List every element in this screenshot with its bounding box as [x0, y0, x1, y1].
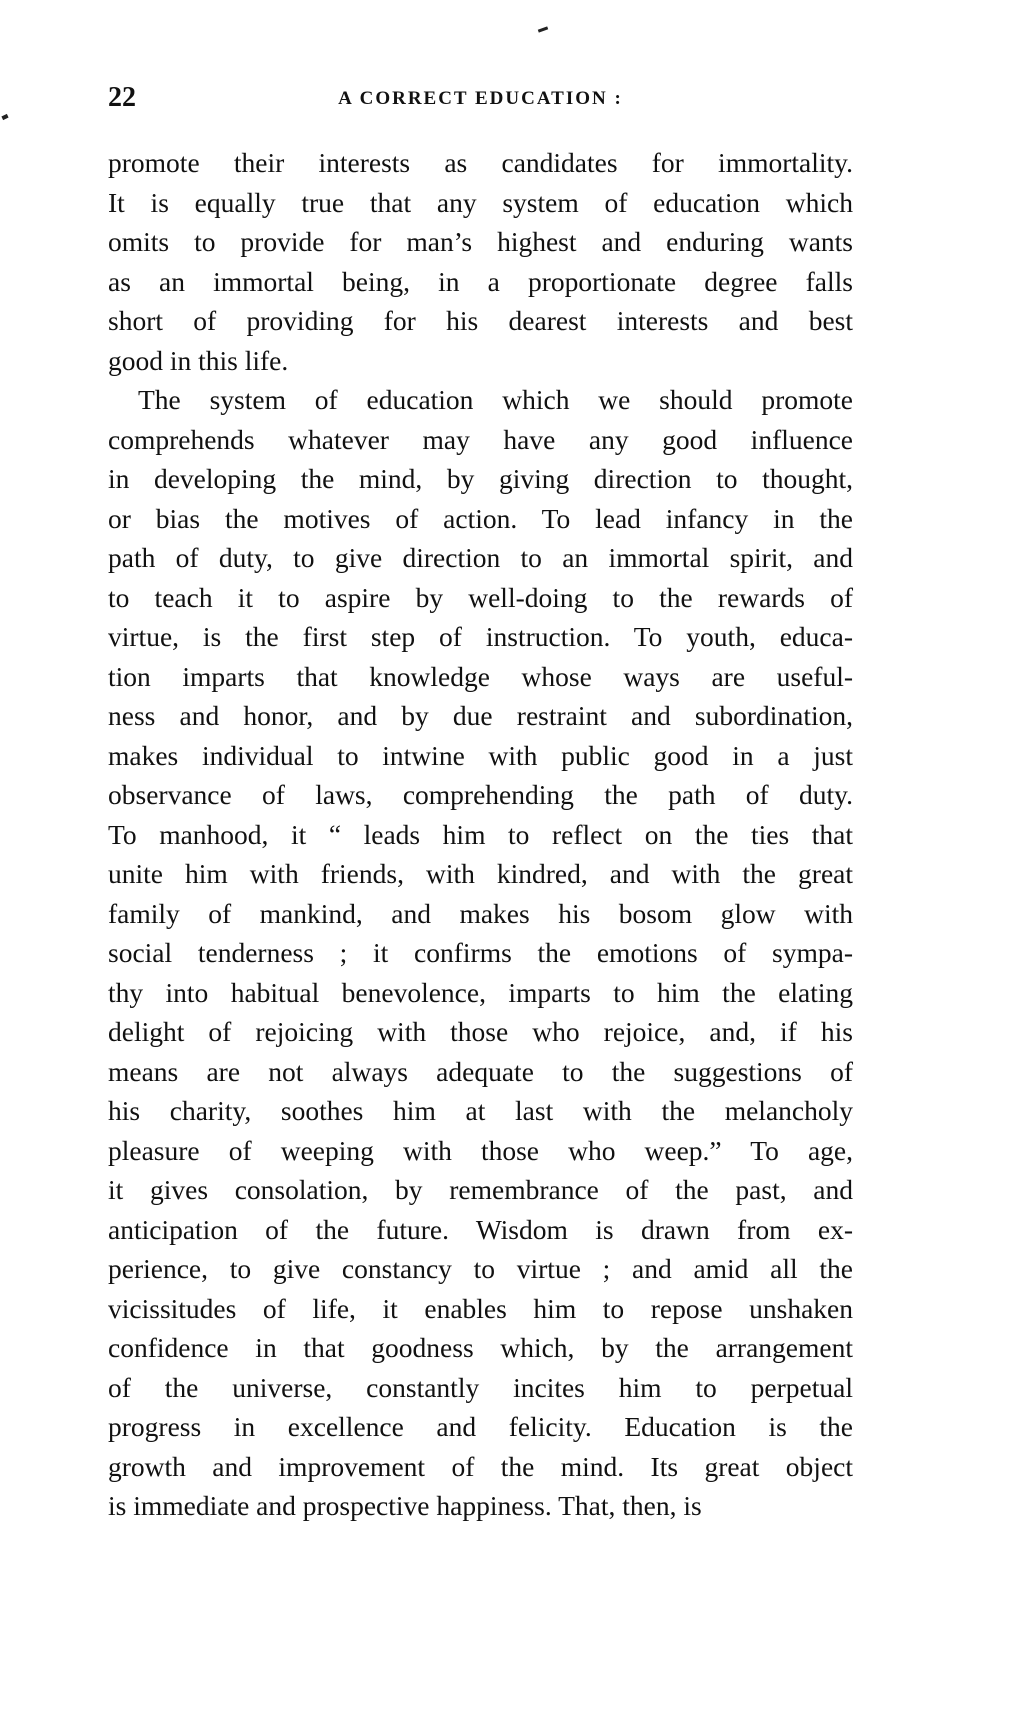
text-line: social tenderness ; it confirms the emotions of sympa-: [108, 937, 853, 968]
text-line: tion imparts that knowledge whose ways are useful-: [108, 660, 853, 692]
text-line: thy into habitual benevolence, imparts to him the elating: [108, 976, 853, 1008]
text-line: delight of rejoicing with those who rejoice, and, if his: [108, 1016, 853, 1047]
text-line: ness and honor, and by due restraint and subordination,: [108, 700, 853, 731]
text-line: observance of laws, comprehending the path of duty.: [108, 779, 853, 810]
text-line: It is equally true that any system of education which: [108, 186, 853, 218]
ink-speck: [538, 26, 548, 32]
text-line: path of duty, to give direction to an immortal spirit, and: [108, 542, 853, 573]
text-line: promote their interests as candidates for immortality.: [108, 147, 853, 178]
text-line: good in this life.: [108, 344, 289, 376]
text-line: as an immortal being, in a proportionate degree falls: [108, 265, 853, 297]
text-line: comprehends whatever may have any good influence: [108, 423, 853, 455]
text-line: makes individual to intwine with public good in a just: [108, 739, 853, 771]
page-header: [108, 82, 853, 122]
text-line: short of providing for his dearest interests and best: [108, 305, 853, 336]
text-line: virtue, is the first step of instruction. To youth, educa-: [108, 621, 853, 652]
paragraph: [108, 380, 853, 1526]
text-line: The system of education which we should promote: [138, 384, 853, 415]
text-line: pleasure of weeping with those who weep.” To age,: [108, 1134, 853, 1166]
text-line: perience, to give constancy to virtue ; and amid all the: [108, 1253, 853, 1284]
page-number: 22: [108, 82, 136, 113]
text-line: To manhood, it “ leads him to reflect on the ties that: [108, 818, 853, 850]
text-line: his charity, soothes him at last with the melancholy: [108, 1095, 853, 1126]
paragraph: [108, 143, 853, 380]
ink-speck: [1, 114, 8, 120]
text-line: growth and improvement of the mind. Its great object: [108, 1450, 853, 1482]
text-line: to teach it to aspire by well-doing to the rewards of: [108, 581, 853, 613]
text-line: or bias the motives of action. To lead infancy in the: [108, 502, 853, 534]
text-line: vicissitudes of life, it enables him to repose unshaken: [108, 1292, 853, 1324]
text-line: confidence in that goodness which, by the arrangement: [108, 1332, 853, 1363]
running-head: A CORRECT EDUCATION :: [338, 88, 623, 109]
body-text: [108, 143, 853, 1526]
text-line: of the universe, constantly incites him to perpetual: [108, 1371, 853, 1403]
text-line: family of mankind, and makes his bosom glow with: [108, 897, 853, 929]
text-line: it gives consolation, by remembrance of the past, and: [108, 1174, 853, 1205]
text-line: means are not always adequate to the suggestions of: [108, 1055, 853, 1087]
text-line: is immediate and prospective happiness. That, then, is: [108, 1490, 702, 1521]
text-line: anticipation of the future. Wisdom is drawn from ex-: [108, 1213, 853, 1245]
text-line: in developing the mind, by giving direction to thought,: [108, 463, 853, 494]
text-line: omits to provide for man’s highest and enduring wants: [108, 226, 853, 257]
text-line: unite him with friends, with kindred, and with the great: [108, 858, 853, 889]
text-line: progress in excellence and felicity. Education is the: [108, 1411, 853, 1442]
